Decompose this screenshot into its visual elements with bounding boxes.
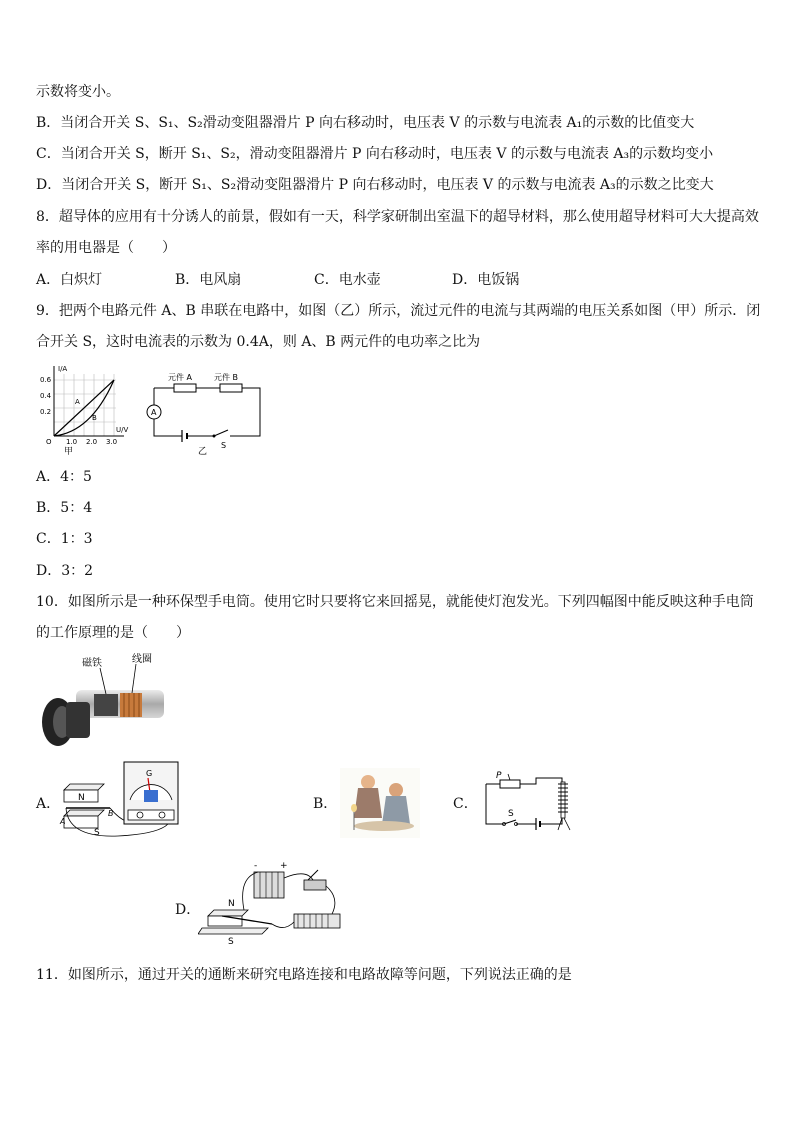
circuit-caption: 乙 bbox=[198, 447, 208, 457]
shake-flashlight-figure bbox=[36, 650, 171, 750]
circuit-element-a: 元件 A bbox=[168, 373, 193, 382]
graph-curve-b-label: B bbox=[92, 414, 97, 422]
graph-curve-a-label: A bbox=[75, 398, 80, 406]
q9-series-circuit bbox=[142, 368, 267, 458]
q7-option-b: B．当闭合开关 S、S₁、S₂滑动变阻器滑片 P 向右移动时，电压表 V 的示数与电流表 A₁的示数的比值变大 bbox=[36, 115, 695, 131]
option-a-end-a: A bbox=[60, 817, 66, 826]
graph-xtick-2: 2.0 bbox=[86, 438, 98, 446]
option-d-battery-plus: + bbox=[280, 861, 288, 871]
option-d-north: N bbox=[228, 899, 235, 909]
q8-option-a: A．白炽灯 bbox=[36, 272, 103, 288]
graph-xtick-1: 1.0 bbox=[66, 438, 78, 446]
option-a-galvanometer: G bbox=[146, 769, 153, 778]
q9-option-b: B．5：4 bbox=[36, 500, 93, 516]
graph-ylabel: I/A bbox=[58, 365, 68, 373]
graph-xlabel: U/V bbox=[116, 426, 129, 434]
flashlight-magnet-label: 磁铁 bbox=[82, 658, 102, 669]
q11-stem: 11．如图所示，通过开关的通断来研究电路连接和电路故障等问题，下列说法正确的是 bbox=[36, 967, 572, 983]
q9-option-c: C．1：3 bbox=[36, 531, 93, 547]
q10-stem-line1: 10．如图所示是一种环保型手电筒。使用它时只要将它来回摇晃，就能使灯泡发光。下列四幅图中能反映这种手电筒 bbox=[36, 594, 754, 610]
q10-option-b-figure bbox=[340, 768, 420, 838]
q8-stem-line1: 8．超导体的应用有十分诱人的前景，假如有一天，科学家研制出室温下的超导材料，那么使用超导材料可大大提高效 bbox=[36, 209, 759, 225]
circuit-switch-label: S bbox=[221, 441, 227, 450]
option-d-south: S bbox=[228, 937, 234, 947]
q10-option-d-label: D． bbox=[175, 902, 201, 918]
option-a-north: N bbox=[78, 793, 85, 803]
q7-option-d: D．当闭合开关 S，断开 S₁、S₂滑动变阻器滑片 P 向右移动时，电压表 V 的示数与电流表 A₃的示数之比变大 bbox=[36, 177, 714, 193]
q9-option-d: D．3：2 bbox=[36, 563, 94, 579]
q10-option-c-figure bbox=[474, 768, 584, 838]
option-a-south: S bbox=[94, 828, 100, 838]
q9-stem-line2: 合开关 S，这时电流表的示数为 0.4A，则 A、B 两元件的电功率之比为 bbox=[36, 334, 481, 350]
q10-option-a-figure bbox=[58, 760, 180, 840]
circuit-ammeter-label: A bbox=[151, 408, 157, 417]
q10-option-a-label: A． bbox=[36, 796, 61, 812]
graph-ytick-06: 0.6 bbox=[40, 376, 52, 384]
q7-option-c: C．当闭合开关 S，断开 S₁、S₂，滑动变阻器滑片 P 向右移动时，电压表 V 的示数与电流表 A₃的示数均变小 bbox=[36, 146, 714, 162]
graph-ytick-04: 0.4 bbox=[40, 392, 52, 400]
option-c-slider-p: P bbox=[496, 771, 502, 781]
q7-tail: 示数将变小。 bbox=[36, 84, 120, 100]
graph-xtick-3: 3.0 bbox=[106, 438, 118, 446]
q9-iu-graph bbox=[36, 362, 146, 457]
q10-stem-line2: 的工作原理的是（ ） bbox=[36, 625, 190, 641]
circuit-element-b: 元件 B bbox=[214, 373, 239, 382]
q10-option-d-figure bbox=[198, 858, 348, 948]
graph-ytick-02: 0.2 bbox=[40, 408, 52, 416]
flashlight-coil-label: 线圈 bbox=[132, 654, 152, 665]
graph-caption: 甲 bbox=[64, 447, 74, 457]
q8-option-b: B．电风扇 bbox=[175, 272, 242, 288]
q8-stem-line2: 率的用电器是（ ） bbox=[36, 240, 176, 256]
q10-option-c-label: C． bbox=[453, 796, 478, 812]
q9-option-a: A．4：5 bbox=[36, 469, 92, 485]
q10-option-b-label: B． bbox=[313, 796, 338, 812]
q8-option-c: C．电水壶 bbox=[314, 272, 381, 288]
option-d-battery-minus: - bbox=[254, 861, 258, 871]
option-c-switch-s: S bbox=[508, 809, 514, 819]
option-a-end-b: B bbox=[108, 809, 114, 818]
graph-origin: O bbox=[46, 438, 52, 446]
q9-stem-line1: 9．把两个电路元件 A、B 串联在电路中，如图（乙）所示，流过元件的电流与其两端的电压关系如图（甲）所示．闭 bbox=[36, 303, 761, 319]
q8-option-d: D．电饭锅 bbox=[452, 272, 520, 288]
